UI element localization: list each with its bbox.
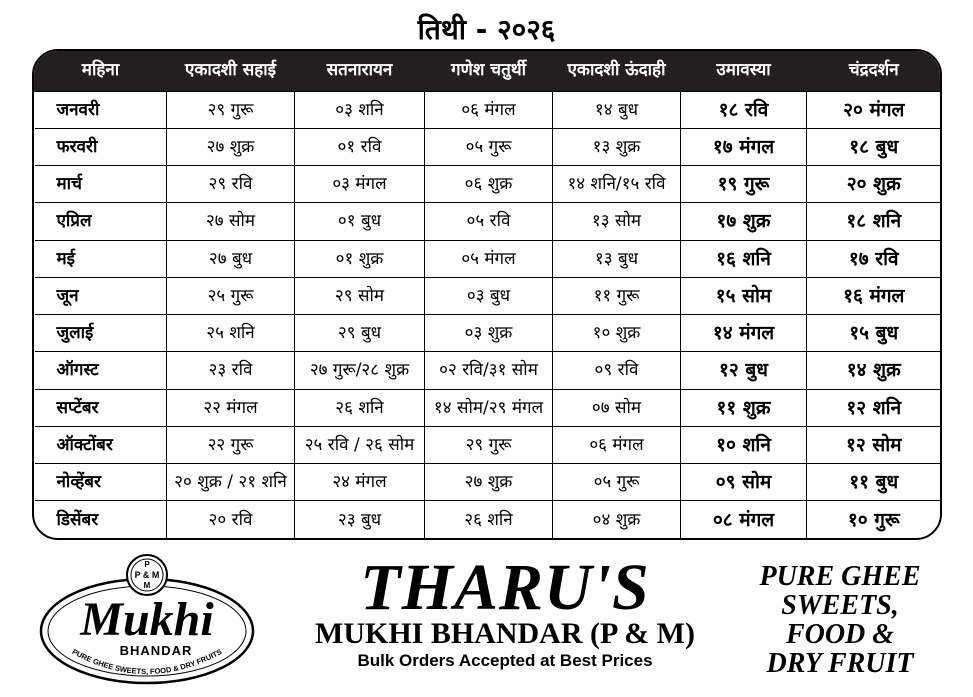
tithi-cell: १० शनि bbox=[681, 426, 807, 463]
mukhi-bhandar-logo bbox=[38, 553, 256, 688]
tithi-cell: १८ बुध bbox=[807, 128, 941, 165]
table-row bbox=[35, 203, 941, 240]
tithi-cell: १५ बुध bbox=[807, 315, 941, 352]
month-cell: डिसेंबर bbox=[35, 501, 167, 538]
tithi-cell: ०३ शुक्र bbox=[425, 315, 553, 352]
tithi-cell: ०३ बुध bbox=[425, 277, 553, 314]
tithi-cell: १४ शुक्र bbox=[807, 352, 941, 389]
table-row bbox=[35, 352, 941, 389]
tithi-cell: १० शुक्र bbox=[553, 315, 681, 352]
month-cell: सप्टेंबर bbox=[35, 389, 167, 426]
tithi-cell: १३ सोम bbox=[553, 203, 681, 240]
tithi-table-container bbox=[32, 49, 942, 540]
tithi-cell: ०९ रवि bbox=[553, 352, 681, 389]
tithi-cell: ०६ मंगल bbox=[425, 91, 553, 128]
month-cell: एप्रिल bbox=[35, 203, 167, 240]
tithi-cell: ०६ शुक्र bbox=[425, 166, 553, 203]
tithi-cell: १६ शनि bbox=[681, 240, 807, 277]
tithi-cell: २४ मंगल bbox=[295, 464, 425, 501]
tithi-cell: १४ सोम/२९ मंगल bbox=[425, 389, 553, 426]
tithi-cell: ०९ सोम bbox=[681, 464, 807, 501]
month-cell: ऑक्टोंबर bbox=[35, 426, 167, 463]
logo-script-name: Mukhi bbox=[80, 593, 214, 646]
tithi-cell: ०५ गुरू bbox=[553, 464, 681, 501]
tithi-cell: ११ शुक्र bbox=[681, 389, 807, 426]
tithi-cell: १५ सोम bbox=[681, 277, 807, 314]
table-row bbox=[35, 389, 941, 426]
tithi-cell: २९ बुध bbox=[295, 315, 425, 352]
month-cell: मार्च bbox=[35, 166, 167, 203]
tithi-cell: २५ गुरू bbox=[167, 277, 295, 314]
column-header: एकादशी ऊंदाही bbox=[553, 51, 681, 91]
tithi-cell: १३ बुध bbox=[553, 240, 681, 277]
tithi-cell: १४ शनि/१५ रवि bbox=[553, 166, 681, 203]
column-header: उमावस्या bbox=[681, 51, 807, 91]
tithi-cell: ११ गुरू bbox=[553, 277, 681, 314]
tithi-cell: २० शुक्र bbox=[807, 166, 941, 203]
logo-middle-letters: P & M bbox=[134, 570, 160, 580]
table-row bbox=[35, 426, 941, 463]
tithi-cell: १२ बुध bbox=[681, 352, 807, 389]
header-row bbox=[35, 51, 941, 91]
tithi-table bbox=[34, 51, 941, 538]
tithi-cell: ०१ बुध bbox=[295, 203, 425, 240]
tithi-cell: २७ गुरू/२८ शुक्र bbox=[295, 352, 425, 389]
tithi-cell: ०५ मंगल bbox=[425, 240, 553, 277]
tithi-cell: २७ शुक्र bbox=[167, 128, 295, 165]
tithi-cell: १८ रवि bbox=[681, 91, 807, 128]
logo-ribbon-text: BHANDAR bbox=[119, 643, 193, 658]
tithi-cell: ०३ मंगल bbox=[295, 166, 425, 203]
tithi-cell: २९ रवि bbox=[167, 166, 295, 203]
tithi-cell: १२ सोम bbox=[807, 426, 941, 463]
tithi-cell: १४ बुध bbox=[553, 91, 681, 128]
table-row bbox=[35, 91, 941, 128]
table-row bbox=[35, 240, 941, 277]
tithi-cell: १९ गुरू bbox=[681, 166, 807, 203]
tithi-cell: ०६ मंगल bbox=[553, 426, 681, 463]
tithi-cell: २३ रवि bbox=[167, 352, 295, 389]
month-cell: फरवरी bbox=[35, 128, 167, 165]
tithi-cell: २२ गुरू bbox=[167, 426, 295, 463]
tithi-cell: २७ बुध bbox=[167, 240, 295, 277]
tithi-cell: ०५ रवि bbox=[425, 203, 553, 240]
logo-ring-text: PURE GHEE SWEETS, FOOD & DRY FRUITS bbox=[70, 647, 224, 677]
table-header bbox=[35, 51, 941, 91]
table-row bbox=[35, 501, 941, 538]
brand-note: Bulk Orders Accepted at Best Prices bbox=[357, 651, 653, 670]
tithi-cell: ०७ सोम bbox=[553, 389, 681, 426]
table-row bbox=[35, 166, 941, 203]
brand-block bbox=[270, 551, 740, 672]
tithi-cell: २७ शुक्र bbox=[425, 464, 553, 501]
tithi-cell: २९ सोम bbox=[295, 277, 425, 314]
tithi-cell: २० रवि bbox=[167, 501, 295, 538]
tithi-cell: २७ सोम bbox=[167, 203, 295, 240]
table-row bbox=[35, 128, 941, 165]
tagline-line: SWEETS, bbox=[781, 590, 899, 621]
tithi-cell: २० शुक्र / २१ शनि bbox=[167, 464, 295, 501]
tithi-cell: ०२ रवि/३१ सोम bbox=[425, 352, 553, 389]
tithi-cell: ०३ शनि bbox=[295, 91, 425, 128]
tithi-cell: २२ मंगल bbox=[167, 389, 295, 426]
tithi-cell: २६ शनि bbox=[425, 501, 553, 538]
tithi-cell: ०१ रवि bbox=[295, 128, 425, 165]
tithi-cell: २० मंगल bbox=[807, 91, 941, 128]
tithi-cell: १७ मंगल bbox=[681, 128, 807, 165]
column-header: चंद्रदर्शन bbox=[807, 51, 941, 91]
tithi-cell: ०४ शुक्र bbox=[553, 501, 681, 538]
tithi-cell: १२ शनि bbox=[807, 389, 941, 426]
tithi-cell: ०१ शुक्र bbox=[295, 240, 425, 277]
month-cell: जनवरी bbox=[35, 91, 167, 128]
column-header: गणेश चतुर्थी bbox=[425, 51, 553, 91]
table-row bbox=[35, 464, 941, 501]
month-cell: ऑगस्ट bbox=[35, 352, 167, 389]
logo-bottom-letter: M bbox=[143, 581, 151, 590]
tithi-cell: १३ शुक्र bbox=[553, 128, 681, 165]
tithi-cell: १७ रवि bbox=[807, 240, 941, 277]
tithi-cell: ०८ मंगल bbox=[681, 501, 807, 538]
tithi-cell: २५ रवि / २६ सोम bbox=[295, 426, 425, 463]
tithi-cell: २५ शनि bbox=[167, 315, 295, 352]
tithi-cell: २६ शनि bbox=[295, 389, 425, 426]
logo-top-letter: P bbox=[144, 560, 150, 569]
tithi-cell: १० गुरू bbox=[807, 501, 941, 538]
table-row bbox=[35, 277, 941, 314]
tithi-cell: २९ गुरू bbox=[167, 91, 295, 128]
table-body bbox=[35, 91, 941, 538]
tithi-cell: १४ मंगल bbox=[681, 315, 807, 352]
tagline-line: FOOD & bbox=[785, 619, 895, 650]
month-cell: मई bbox=[35, 240, 167, 277]
table-row bbox=[35, 315, 941, 352]
brand-name: THARU'S bbox=[360, 551, 650, 624]
month-cell: नोव्हेंबर bbox=[35, 464, 167, 501]
column-header: सतनारायन bbox=[295, 51, 425, 91]
tithi-cell: २३ बुध bbox=[295, 501, 425, 538]
month-cell: जून bbox=[35, 277, 167, 314]
tithi-cell: १६ मंगल bbox=[807, 277, 941, 314]
tithi-cell: १७ शुक्र bbox=[681, 203, 807, 240]
month-cell: जुलाई bbox=[35, 315, 167, 352]
tagline-line: PURE GHEE bbox=[759, 561, 921, 592]
tithi-cell: १८ शनि bbox=[807, 203, 941, 240]
brand-subtitle: MUKHI BHANDAR (P & M) bbox=[315, 617, 695, 650]
page-title: तिथी - २०२६ bbox=[417, 13, 556, 46]
tithi-cell: ११ बुध bbox=[807, 464, 941, 501]
tithi-cell: ०५ गुरू bbox=[425, 128, 553, 165]
column-header: एकादशी सहाई bbox=[167, 51, 295, 91]
column-header: महिना bbox=[35, 51, 167, 91]
tithi-cell: २९ गुरू bbox=[425, 426, 553, 463]
tagline-line: DRY FRUIT bbox=[766, 648, 914, 679]
tagline bbox=[735, 562, 945, 678]
